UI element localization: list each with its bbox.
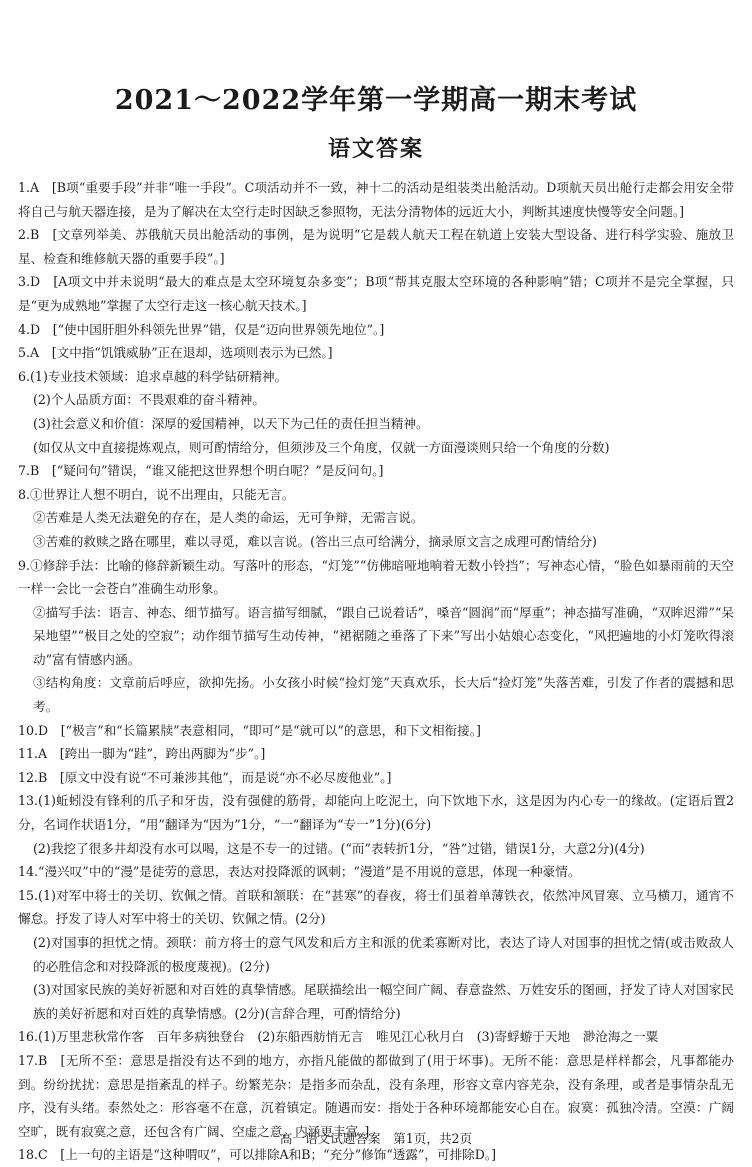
answer-line: 2.B [文章列举美、苏俄航天员出舱活动的事例，是为说明“它是载人航天工程在轨道上安装大型设备、进行科学实验、施放卫星、检查和维修航天器的重要手段”。] — [18, 227, 734, 266]
answer-line: 9.①修辞手法：比喻的修辞新颖生动。写落叶的形态，“灯笼”“仿佛暗哑地响着无数小铃挡”；写神态心情，“脸色如暴雨前的天空一样一会比一会苍白”准确生动形象。 — [18, 557, 734, 597]
answer-line: 8.①世界让人想不明白，说不出理由，只能无言。 — [18, 486, 295, 502]
answer-line: 17.B [无所不至：意思是指没有达不到的地方，亦指凡能做的都做到了(用于坏事)。无所不能：意思是样样都会，凡事都能办到。纷纷扰扰：意思是指紊乱的样子。纷繁芜杂：是指多而杂乱，没有条理，形容文章内容芜杂，没有条理，或者是事情杂乱无序，没有头绪。泰然处之：形容毫不在意，沉着镇定。随遇而安：指处于各种环境都能安心自在。寂寞：孤独冷清。空漠：广阔空旷，既有寂寞之意，还包含有广阔、空虚之意，内涵更丰富。] — [18, 1052, 734, 1139]
answer-line: 6.(1)专业技术领域：追求卓越的科学钻研精神。 — [18, 368, 288, 384]
answer-line: (3)社会意义和价值：深厚的爱国精神，以天下为己任的责任担当精神。 — [33, 415, 429, 431]
answer-line: 15.(1)对军中将士的关切、钦佩之情。首联和颔联：在“甚寒”的春夜，将士们虽着单薄铁衣，依然冲风冒寒、立马横刀，通宵不懈怠。抒发了诗人对军中将士的关切、钦佩之情。(2分) — [18, 887, 734, 927]
page-footer: 高一语文试题答案 第1页，共2页 — [279, 1131, 473, 1146]
answer-list — [18, 176, 734, 1167]
answer-line: 1.A [B项“重要手段”并非“唯一手段”。C项活动并不一致，神十二的活动是组装类出舱活动。D项航天员出舱行走都会用安全带将自己与航天器连接，是为了解决在太空行走时因缺乏参照物，无法分清物体的远近大小，判断其速度快慢等安全问题。] — [18, 180, 734, 219]
answer-line: 11.A [跨出一脚为“跬”，跨出两脚为“步”。] — [18, 746, 266, 762]
answer-line: 14.“漫兴叹”中的“漫”是徒劳的意思，表达对投降派的讽刺；“漫道”是不用说的意思，体现一种豪情。 — [18, 864, 581, 880]
answer-line: 18.C [上一句的主语是“这种喟叹”，可以排除A和B；“充分”修饰“透露”，可排除D。] — [18, 1147, 497, 1163]
answer-line: 16.(1)万里悲秋常作客 百年多病独登台 (2)东船西舫悄无言 唯见江心秋月白 (3)寄蜉蝣于天地 渺沧海之一粟 — [18, 1029, 659, 1045]
answer-line: ②苦难是人类无法避免的存在，是人类的命运，无可争辩，无需言说。 — [33, 510, 424, 526]
answer-line: 12.B [原文中没有说“不可兼涉其他”，而是说“亦不必尽废他业”。] — [18, 769, 392, 785]
answer-line: 13.(1)蚯蚓没有锋利的爪子和牙齿，没有强健的筋骨，却能向上吃泥土，向下饮地下水，这是因为内心专一的缘故。(定语后置2分，名词作状语1分，“用”翻译为“因为”1分，“一”翻译为“专一”1分)(6分) — [18, 793, 734, 833]
page-title: 2021～2022学年第一学期高一期末考试 — [114, 85, 638, 116]
answer-line: (2)个人品质方面：不畏艰难的奋斗精神。 — [33, 392, 265, 408]
answer-line: (2)对国事的担忧之情。颈联：前方将士的意气风发和后方主和派的优柔寡断对比，表达了诗人对国事的担忧之情(或击败敌人的必胜信念和对投降派的极度蔑视)。(2分) — [33, 935, 734, 974]
answer-line: (3)对国家民族的美好祈愿和对百姓的真挚情感。尾联描绘出一幅空间广阔、春意盎然、万姓安乐的图画，抒发了诗人对国家民族的美好祈愿和对百姓的真挚情感。(2分)(言辞合理，可酌情给分) — [33, 982, 734, 1021]
answer-line: ③结构角度：文章前后呼应，欲抑先扬。小女孩小时候“捡灯笼”天真欢乐，长大后“捡灯笼”失落苦难，引发了作者的震撼和思考。 — [33, 675, 734, 715]
answer-line: 3.D [A项文中并未说明“最大的难点是太空环境复杂多变”；B项“帮其克服太空环境的各种影响”错；C项并不是完全掌握，只是“更为成熟地”掌握了太空行走这一核心航天技术。] — [18, 274, 734, 313]
answer-line: ③苦难的救赎之路在哪里，难以寻觅，难以言说。(答出三点可给满分，摘录原文言之成理可酌情给分) — [33, 533, 597, 549]
answer-line: 7.B [“疑问句”错误，“谁又能把这世界想个明白呢？”是反问句。] — [18, 463, 384, 479]
answer-line: (如仅从文中直接提炼观点，则可酌情给分，但须涉及三个角度，仅就一方面漫谈则只给一个角度的分数) — [33, 439, 610, 455]
answer-line: 4.D [“使中国肝胆外科领先世界”错，仅是“迈向世界领先地位”。] — [18, 321, 385, 337]
answer-line: 5.A [文中指“饥饿威胁”正在退却，选项则表示为已然。] — [18, 345, 333, 361]
page-subtitle: 语文答案 — [327, 136, 424, 162]
answer-line: 10.D [“极言”和“长篇累牍”表意相同，“即可”是“就可以”的意思，和下文相衔接。] — [18, 722, 481, 738]
answer-line: (2)我挖了很多井却没有水可以喝，这是不专一的过错。(“而”表转折1分，“咎”过错，错误1分，大意2分)(4分) — [33, 840, 645, 856]
answer-line: ②描写手法：语言、神态、细节描写。语言描写细腻，“跟自己说着话”，嗓音“圆润”而“厚重”；神态描写准确，“双眸迟滞”“呆呆地望”“极目之处的空寂”；动作细节描写生动传神，“裙裾随之垂落了下来”写出小姑娘心态变化，“风把遍地的小灯笼吹得滚动”富有情感内涵。 — [33, 604, 734, 667]
